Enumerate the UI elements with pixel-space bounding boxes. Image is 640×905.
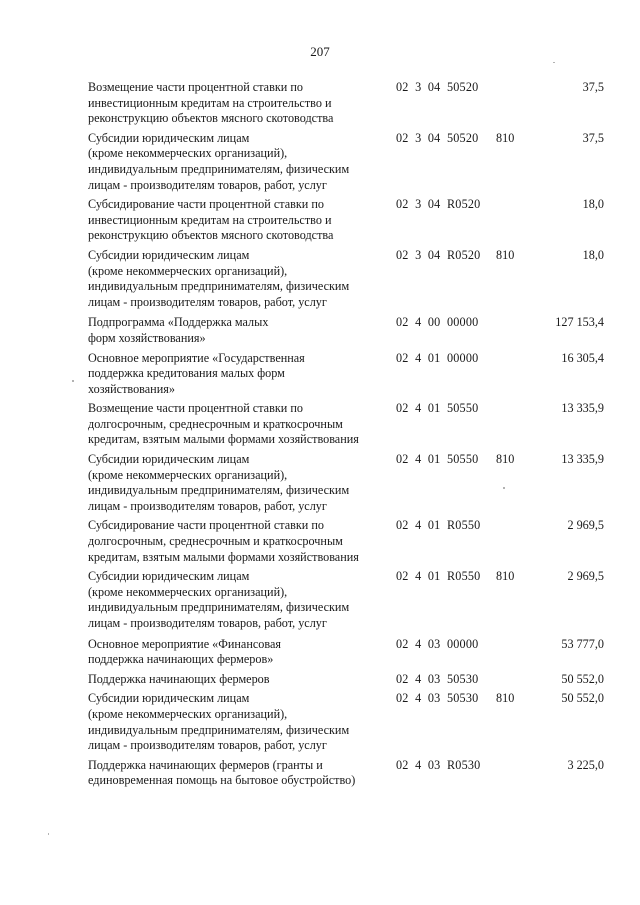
table-row	[88, 351, 608, 398]
row-sum: 2 969,5	[567, 518, 604, 533]
row-kvr: 810	[496, 247, 515, 262]
row-code: 02 4 01 50550	[396, 452, 479, 467]
row-name: Субсидии юридическим лицам (кроме некоммерческих организаций), индивидуальным предпринимателям, физическим лицам - производителям товаров, работ, услуг	[88, 691, 350, 753]
table-row	[88, 131, 608, 193]
row-sum: 127 153,4	[555, 315, 604, 330]
row-kvr: 810	[496, 452, 515, 467]
row-name: Основное мероприятие «Финансовая поддержка начинающих фермеров»	[88, 636, 281, 667]
row-code: 02 3 04 R0520	[396, 247, 481, 262]
scan-speck	[48, 833, 49, 835]
table-row	[88, 197, 608, 244]
table-row	[88, 691, 608, 753]
table-row	[88, 80, 608, 127]
row-name: Субсидии юридическим лицам (кроме некоммерческих организаций), индивидуальным предпринимателям, физическим лицам - производителям товаров, работ, услуг	[88, 452, 350, 513]
row-sum: 18,0	[582, 197, 604, 212]
row-code: 02 4 00 00000	[396, 315, 479, 330]
row-name: Поддержка начинающих фермеров (гранты и единовременная помощь на бытовое обустройство)	[88, 757, 356, 788]
row-name: Субсидии юридическим лицам (кроме некоммерческих организаций), индивидуальным предпринимателям, физическим лицам - производителям товаров, работ, услуг	[88, 247, 350, 309]
row-sum: 13 335,9	[561, 452, 604, 467]
scan-speck	[553, 62, 555, 63]
row-sum: 3 225,0	[567, 757, 604, 772]
table-row	[88, 518, 608, 565]
row-kvr: 810	[496, 130, 515, 145]
row-name: Поддержка начинающих фермеров	[88, 671, 270, 686]
row-sum: 50 552,0	[561, 671, 604, 686]
row-kvr: 810	[496, 691, 515, 706]
table-row	[88, 315, 608, 346]
row-code: 02 4 01 R0550	[396, 518, 481, 533]
row-name: Подпрограмма «Поддержка малых форм хозяйствования»	[88, 315, 269, 345]
row-sum: 37,5	[582, 80, 604, 94]
table-row	[88, 248, 608, 310]
row-code: 02 4 03 R0530	[396, 757, 481, 772]
row-sum: 2 969,5	[567, 569, 604, 584]
row-name: Возмещение части процентной ставки по долгосрочным, среднесрочным и краткосрочным кредитам, взятым малыми формами хозяйствования	[88, 401, 359, 447]
budget-table	[88, 80, 608, 789]
row-sum: 16 305,4	[561, 350, 604, 365]
row-name: Субсидии юридическим лицам (кроме некоммерческих организаций), индивидуальным предпринимателям, физическим лицам - производителям товаров, работ, услуг	[88, 569, 350, 630]
row-name: Субсидирование части процентной ставки по долгосрочным, среднесрочным и краткосрочным кредитам, взятым малыми формами хозяйствования	[88, 518, 359, 564]
scan-speck	[503, 487, 505, 489]
row-name: Возмещение части процентной ставки по инвестиционным кредитам на строительство и реконструкцию объектов мясного скотоводства	[88, 80, 334, 126]
row-code: 02 4 01 50550	[396, 401, 479, 416]
page-number: 207	[310, 44, 330, 59]
row-sum: 50 552,0	[561, 691, 604, 706]
row-sum: 18,0	[582, 247, 604, 262]
row-code: 02 3 04 R0520	[396, 197, 481, 212]
row-kvr: 810	[496, 569, 515, 584]
row-code: 02 4 01 00000	[396, 350, 479, 365]
table-row	[88, 569, 608, 631]
row-sum: 13 335,9	[561, 401, 604, 416]
row-name: Субсидирование части процентной ставки по инвестиционным кредитам на строительство и реконструкцию объектов мясного скотоводства	[88, 197, 334, 243]
row-code: 02 4 03 50530	[396, 691, 479, 706]
table-row	[88, 452, 608, 514]
row-code: 02 3 04 50520	[396, 130, 479, 145]
table-row	[88, 637, 608, 668]
row-name: Субсидии юридическим лицам (кроме некоммерческих организаций), индивидуальным предпринимателям, физическим лицам - производителям товаров, работ, услуг	[88, 130, 350, 192]
row-name: Основное мероприятие «Государственная поддержка кредитования малых форм хозяйствования»	[88, 350, 305, 396]
table-row	[88, 672, 608, 688]
row-sum: 53 777,0	[561, 636, 604, 651]
row-code: 02 4 03 50530	[396, 671, 479, 686]
row-code: 02 3 04 50520	[396, 80, 479, 94]
table-row	[88, 401, 608, 448]
row-code: 02 4 01 R0550	[396, 569, 481, 584]
table-row	[88, 758, 608, 789]
scan-speck	[72, 380, 74, 382]
row-code: 02 4 03 00000	[396, 636, 479, 651]
row-sum: 37,5	[582, 130, 604, 145]
